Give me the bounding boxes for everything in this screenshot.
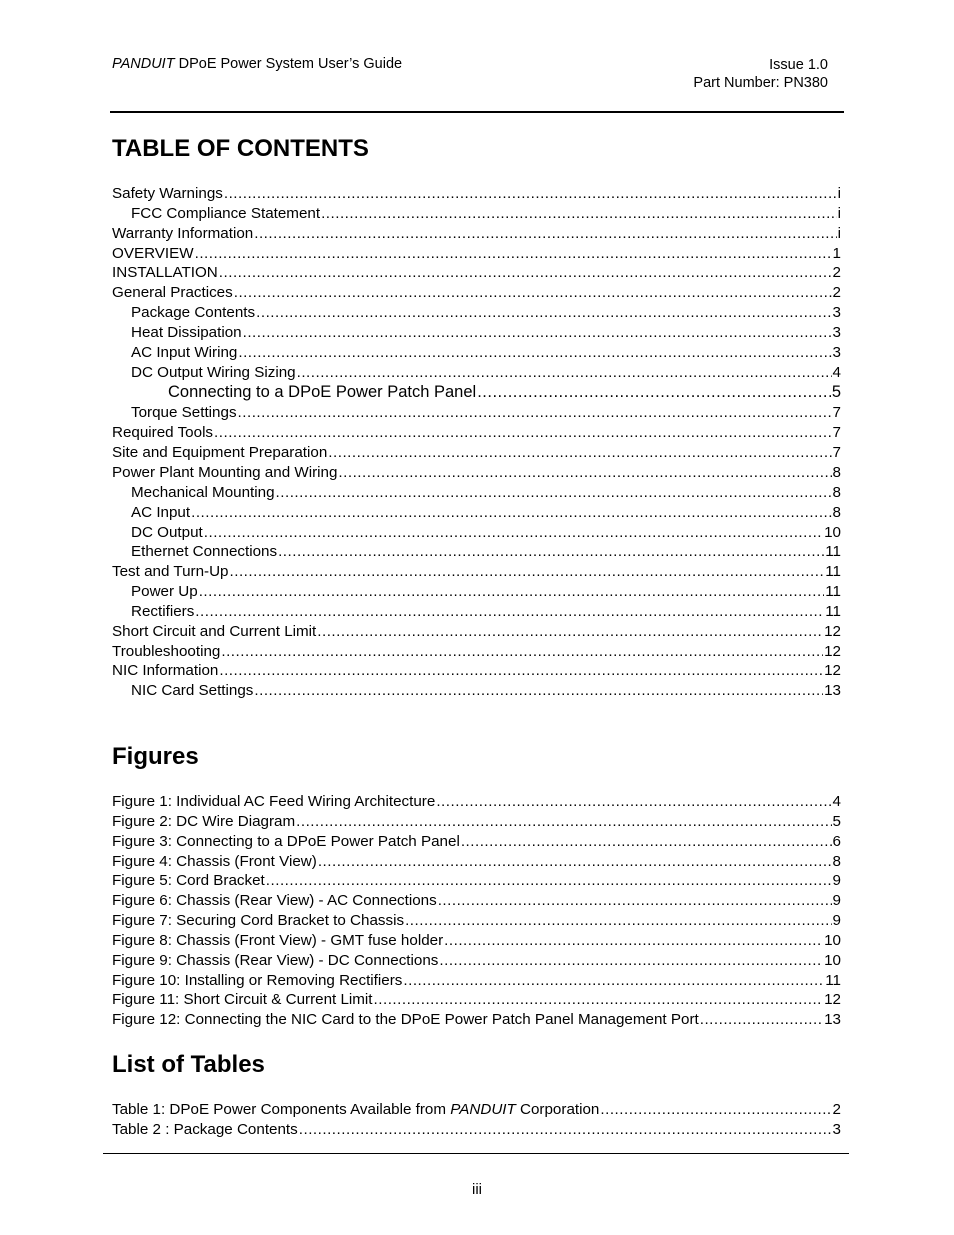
dot-leader <box>256 304 831 321</box>
toc-entry[interactable] <box>112 643 841 663</box>
footer-rule <box>103 1153 849 1154</box>
entry-page-number: 11 <box>825 563 841 581</box>
dot-leader <box>276 484 832 501</box>
entry-page-number: 13 <box>824 682 841 700</box>
entry-page-number: 7 <box>832 404 841 422</box>
entry-page-number: 7 <box>832 444 841 462</box>
dot-leader <box>224 185 837 202</box>
dot-leader <box>219 264 832 281</box>
toc-entry[interactable] <box>112 225 841 245</box>
entry-title: Required Tools <box>112 424 214 442</box>
figures-list <box>112 793 841 1031</box>
dot-leader <box>328 444 831 461</box>
entry-page-number: 1 <box>832 244 841 262</box>
entry-page-number: 2 <box>832 1101 841 1118</box>
dot-leader <box>191 504 831 521</box>
entry-title-brand: PANDUIT <box>450 1101 516 1118</box>
entry-title: Torque Settings <box>131 404 237 422</box>
figure-entry[interactable] <box>112 991 841 1011</box>
toc-entry[interactable] <box>112 603 841 623</box>
dot-leader <box>219 662 823 679</box>
running-header-title <box>112 56 402 72</box>
entry-title: OVERVIEW <box>112 244 194 262</box>
dot-leader <box>477 383 831 402</box>
entry-title: Figure 9: Chassis (Rear View) - DC Connections <box>112 951 439 969</box>
entry-title: DC Output <box>131 523 203 541</box>
entry-title: Figure 3: Connecting to a DPoE Power Patch Panel <box>112 832 460 850</box>
dot-leader <box>195 603 824 620</box>
toc-list <box>112 185 841 702</box>
entry-title: Figure 7: Securing Cord Bracket to Chassis <box>112 912 405 930</box>
entry-page-number: 8 <box>832 463 841 481</box>
header-issue: Issue 1.0 <box>769 57 828 73</box>
entry-title: Power Up <box>131 583 198 601</box>
entry-title: AC Input Wiring <box>131 343 238 361</box>
entry-title: Connecting to a DPoE Power Patch Panel <box>168 383 477 402</box>
dot-leader <box>338 464 831 481</box>
dot-leader <box>436 793 831 810</box>
dot-leader <box>214 424 832 441</box>
toc-entry[interactable] <box>112 404 841 424</box>
entry-title: Package Contents <box>131 304 256 322</box>
entry-page-number: i <box>837 224 841 242</box>
toc-entry[interactable] <box>112 344 841 364</box>
entry-title: Troubleshooting <box>112 642 221 660</box>
entry-page-number: 12 <box>824 662 841 680</box>
toc-entry[interactable] <box>112 245 841 265</box>
entry-page-number: 10 <box>824 523 841 541</box>
dot-leader <box>374 991 824 1008</box>
entry-page-number: 12 <box>824 991 841 1009</box>
dot-leader <box>199 583 825 600</box>
toc-entry[interactable] <box>112 364 841 384</box>
toc-entry[interactable] <box>112 543 841 563</box>
toc-entry[interactable] <box>112 264 841 284</box>
entry-page-number: 12 <box>824 642 841 660</box>
entry-title <box>112 1101 599 1118</box>
entry-page-number: 9 <box>832 872 841 890</box>
dot-leader <box>254 225 836 242</box>
entry-title: Figure 5: Cord Bracket <box>112 872 265 890</box>
entry-page-number: i <box>837 185 841 202</box>
entry-title-part: Table 2 : Package Contents <box>112 1120 298 1138</box>
dot-leader <box>600 1101 831 1118</box>
dot-leader <box>230 563 825 580</box>
entry-title: Ethernet Connections <box>131 543 278 561</box>
entry-title-part: Table 1: DPoE Power Components Available from <box>112 1101 451 1118</box>
dot-leader <box>461 833 832 850</box>
entry-title: NIC Card Settings <box>131 682 254 700</box>
dot-leader <box>317 623 823 640</box>
entry-title: Figure 4: Chassis (Front View) <box>112 852 317 870</box>
header-part-number: Part Number: PN380 <box>693 75 828 91</box>
dot-leader <box>243 324 832 341</box>
dot-leader <box>405 912 831 929</box>
tables-heading: List of Tables <box>112 1051 265 1078</box>
entry-title: Power Plant Mounting and Wiring <box>112 463 338 481</box>
figure-entry[interactable] <box>112 813 841 833</box>
figure-entry[interactable] <box>112 952 841 972</box>
entry-page-number: 11 <box>825 971 841 989</box>
dot-leader <box>238 344 831 361</box>
toc-entry[interactable] <box>112 444 841 464</box>
dot-leader <box>238 404 832 421</box>
toc-entry[interactable] <box>112 424 841 444</box>
entry-page-number: 7 <box>832 424 841 442</box>
entry-page-number: 9 <box>832 892 841 910</box>
running-header-issue <box>693 56 828 92</box>
toc-entry[interactable] <box>112 484 841 504</box>
entry-page-number: 8 <box>832 503 841 521</box>
dot-leader <box>438 892 832 909</box>
toc-entry[interactable] <box>112 284 841 304</box>
toc-entry[interactable] <box>112 205 841 225</box>
entry-title: AC Input <box>131 503 191 521</box>
entry-title: INSTALLATION <box>112 264 218 282</box>
entry-title: DC Output Wiring Sizing <box>131 363 296 381</box>
tables-list <box>112 1101 841 1141</box>
figure-entry[interactable] <box>112 793 841 813</box>
dot-leader <box>299 1121 832 1138</box>
entry-title: Rectifiers <box>131 602 195 620</box>
header-doc-title: DPoE Power System User’s Guide <box>174 56 403 72</box>
entry-title: Figure 12: Connecting the NIC Card to the DPoE Power Patch Panel Management Port <box>112 1011 699 1029</box>
figure-entry[interactable] <box>112 853 841 873</box>
entry-title: NIC Information <box>112 662 219 680</box>
entry-page-number: 3 <box>832 323 841 341</box>
entry-page-number: 4 <box>832 793 841 810</box>
entry-title: Figure 6: Chassis (Rear View) - AC Connections <box>112 892 437 910</box>
figure-entry[interactable] <box>112 833 841 853</box>
entry-title: Figure 8: Chassis (Front View) - GMT fuse holder <box>112 931 444 949</box>
figures-heading: Figures <box>112 743 199 770</box>
dot-leader <box>254 682 823 699</box>
entry-title: General Practices <box>112 284 233 302</box>
entry-title: Figure 2: DC Wire Diagram <box>112 812 296 830</box>
entry-title: Short Circuit and Current Limit <box>112 622 317 640</box>
dot-leader <box>278 543 824 560</box>
entry-page-number: 3 <box>832 343 841 361</box>
toc-entry[interactable] <box>112 185 841 205</box>
entry-title <box>112 1121 298 1138</box>
entry-page-number: 5 <box>832 812 841 830</box>
entry-title: Figure 1: Individual AC Feed Wiring Architecture <box>112 793 436 810</box>
dot-leader <box>403 972 824 989</box>
figure-entry[interactable] <box>112 872 841 892</box>
figure-entry[interactable] <box>112 932 841 952</box>
entry-page-number: 5 <box>831 383 841 402</box>
page-number: iii <box>472 1181 482 1198</box>
table-entry[interactable] <box>112 1101 841 1121</box>
toc-entry[interactable] <box>112 662 841 682</box>
entry-page-number: 2 <box>832 264 841 282</box>
entry-page-number: 8 <box>832 852 841 870</box>
entry-title: Test and Turn-Up <box>112 563 229 581</box>
figure-entry[interactable] <box>112 892 841 912</box>
toc-entry[interactable] <box>112 324 841 344</box>
dot-leader <box>444 932 823 949</box>
header-brand: PANDUIT <box>112 56 175 72</box>
dot-leader <box>266 872 832 889</box>
entry-title-part: Corporation <box>515 1101 600 1118</box>
toc-entry[interactable] <box>112 383 841 404</box>
entry-title: Figure 10: Installing or Removing Rectifiers <box>112 971 403 989</box>
entry-page-number: 12 <box>824 622 841 640</box>
dot-leader <box>297 364 832 381</box>
dot-leader <box>204 524 823 541</box>
entry-page-number: 6 <box>832 832 841 850</box>
dot-leader <box>321 205 837 222</box>
entry-page-number: 9 <box>832 912 841 930</box>
toc-entry[interactable] <box>112 304 841 324</box>
entry-page-number: 10 <box>824 951 841 969</box>
entry-page-number: 4 <box>832 363 841 381</box>
entry-page-number: 13 <box>824 1011 841 1029</box>
toc-entry[interactable] <box>112 563 841 583</box>
entry-page-number: 11 <box>825 543 841 561</box>
entry-page-number: i <box>837 204 841 222</box>
entry-title: Mechanical Mounting <box>131 483 275 501</box>
toc-heading: TABLE OF CONTENTS <box>112 135 369 162</box>
dot-leader <box>439 952 823 969</box>
toc-entry[interactable] <box>112 464 841 484</box>
toc-entry[interactable] <box>112 682 841 702</box>
toc-entry[interactable] <box>112 623 841 643</box>
entry-page-number: 11 <box>825 583 841 601</box>
figure-entry[interactable] <box>112 972 841 992</box>
entry-page-number: 10 <box>824 931 841 949</box>
entry-title: Site and Equipment Preparation <box>112 444 328 462</box>
dot-leader <box>296 813 831 830</box>
toc-entry[interactable] <box>112 504 841 524</box>
entry-title: Warranty Information <box>112 224 254 242</box>
entry-title: FCC Compliance Statement <box>131 204 321 222</box>
entry-title: Heat Dissipation <box>131 323 242 341</box>
toc-entry[interactable] <box>112 524 841 544</box>
table-entry[interactable] <box>112 1121 841 1141</box>
entry-page-number: 3 <box>832 304 841 322</box>
entry-page-number: 2 <box>832 284 841 302</box>
header-rule <box>110 111 844 113</box>
figure-entry[interactable] <box>112 912 841 932</box>
entry-title: Figure 11: Short Circuit & Current Limit <box>112 991 373 1009</box>
dot-leader <box>318 853 832 870</box>
dot-leader <box>195 245 832 262</box>
dot-leader <box>234 284 832 301</box>
figure-entry[interactable] <box>112 1011 841 1031</box>
entry-page-number: 11 <box>825 602 841 620</box>
entry-page-number: 3 <box>832 1120 841 1138</box>
dot-leader <box>221 643 823 660</box>
toc-entry[interactable] <box>112 583 841 603</box>
dot-leader <box>700 1011 823 1028</box>
entry-title: Safety Warnings <box>112 185 223 202</box>
entry-page-number: 8 <box>832 483 841 501</box>
